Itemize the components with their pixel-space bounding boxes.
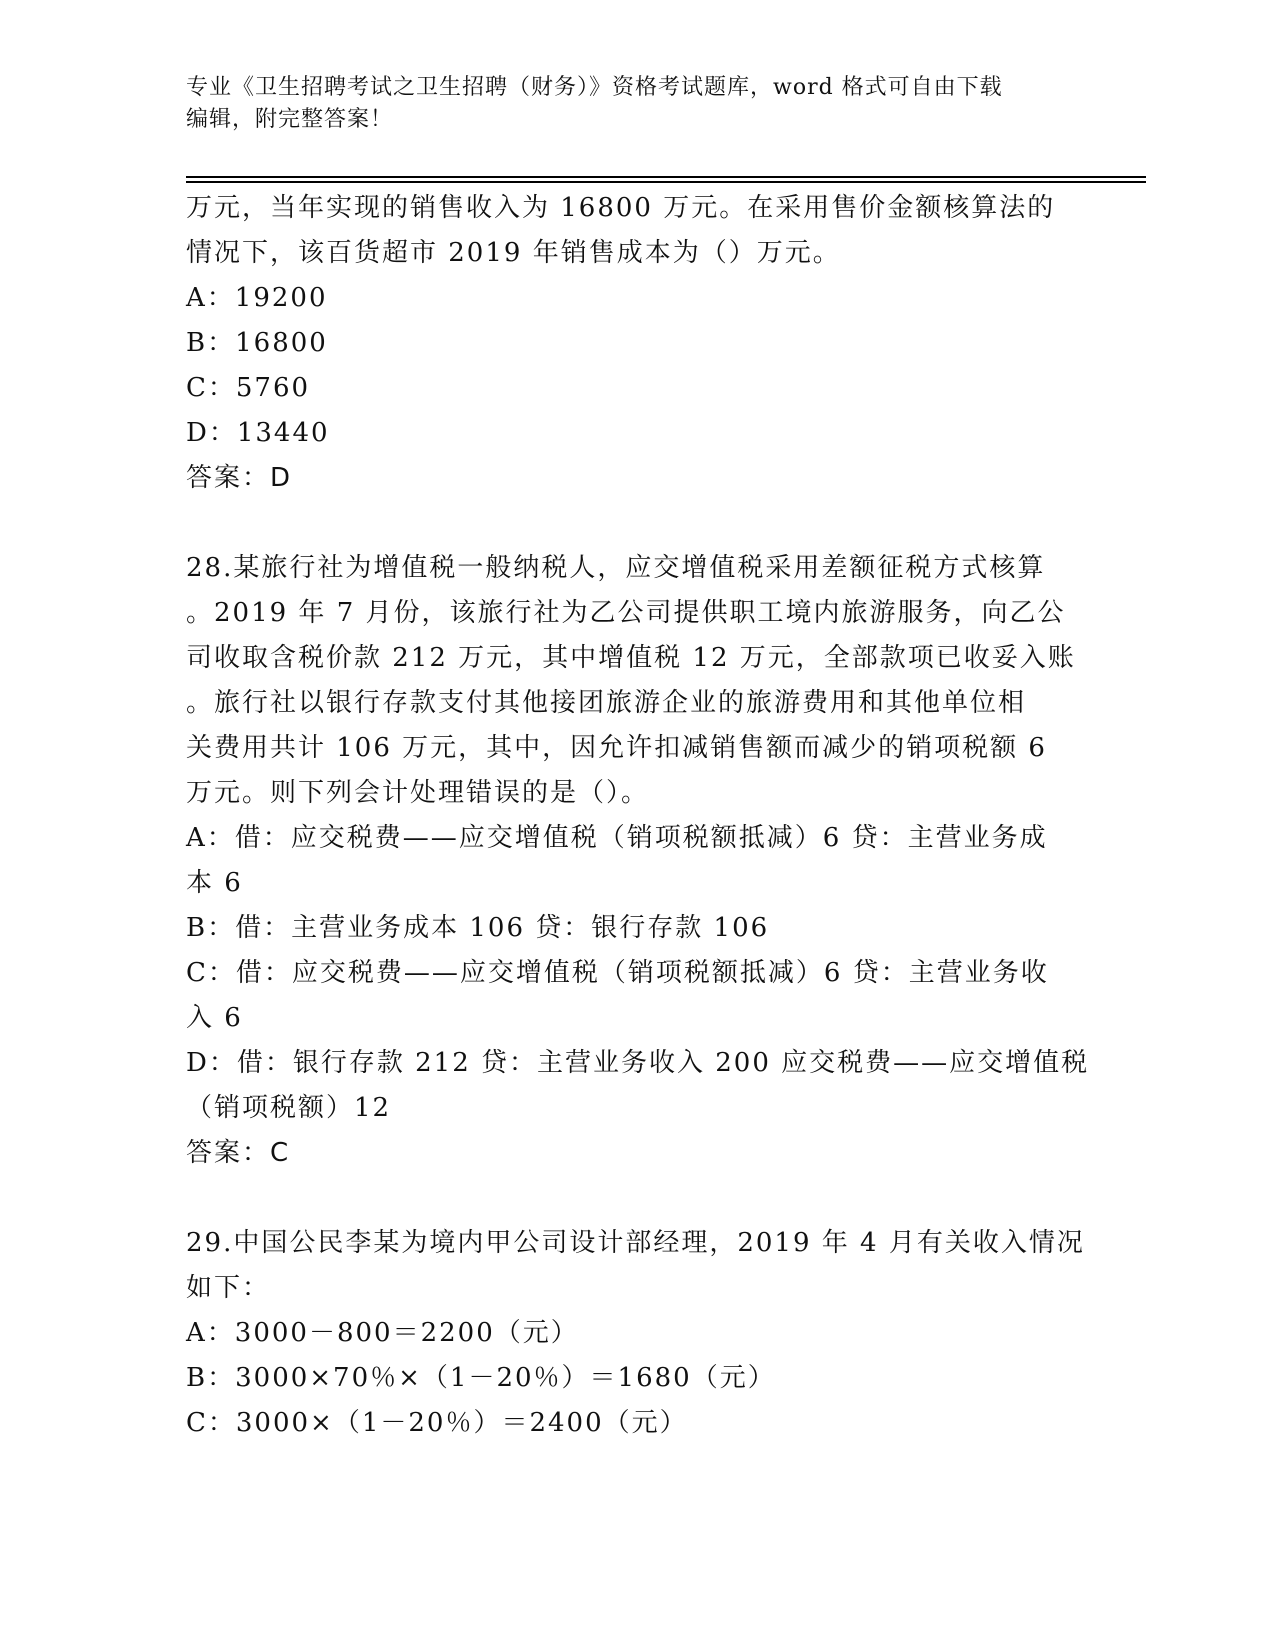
question-27-option-d: D：13440	[186, 418, 330, 448]
question-28-stem-line: 28.某旅行社为增值税一般纳税人，应交增值税采用差额征税方式核算	[186, 553, 1046, 583]
question-28	[186, 546, 1090, 1176]
question-27-option-a: A：19200	[186, 283, 328, 313]
question-28-option-d: D：借：银行存款 212 贷：主营业务收入 200 应交税费——应交增值税	[186, 1048, 1090, 1078]
question-28-stem-line: 。2019 年 7 月份，该旅行社为乙公司提供职工境内旅游服务，向乙公	[186, 598, 1066, 628]
header-line-1: 专业《卫生招聘考试之卫生招聘（财务）》资格考试题库，word 格式可自由下载	[186, 75, 1003, 100]
question-29-option-a: A：3000－800＝2200（元）	[186, 1318, 579, 1348]
question-27-option-b: B：16800	[186, 328, 328, 358]
question-28-stem-line: 司收取含税价款 212 万元，其中增值税 12 万元，全部款项已收妥入账	[186, 643, 1076, 673]
question-28-option-a: A：借：应交税费——应交增值税（销项税额抵减）6 贷：主营业务成	[186, 823, 1048, 853]
question-28-answer: 答案：C	[186, 1138, 291, 1168]
question-28-option-c-cont: 入 6	[186, 1003, 243, 1033]
header-rule-top	[186, 176, 1146, 178]
question-spacer	[186, 1176, 1066, 1221]
question-29-option-b: B：3000×70％×（1－20％）＝1680（元）	[186, 1363, 776, 1393]
question-content	[186, 186, 1090, 1446]
question-27-stem-line: 万元，当年实现的销售收入为 16800 万元。在采用售价金额核算法的	[186, 193, 1056, 223]
question-27-stem-line: 情况下，该百货超市 2019 年销售成本为（）万元。	[186, 238, 841, 268]
header-line-2: 编辑，附完整答案！	[186, 107, 394, 132]
document-header	[186, 72, 1066, 136]
question-28-option-d-cont: （销项税额）12	[186, 1093, 392, 1123]
question-27-answer: 答案：D	[186, 463, 293, 493]
question-29-option-c: C：3000×（1－20％）＝2400（元）	[186, 1408, 688, 1438]
question-spacer	[186, 501, 1066, 546]
question-29-stem-line: 如下：	[186, 1273, 271, 1303]
question-28-stem-line: 万元。则下列会计处理错误的是（）。	[186, 778, 650, 808]
question-28-option-b: B：借：主营业务成本 106 贷：银行存款 106	[186, 913, 770, 943]
question-28-option-c: C：借：应交税费——应交增值税（销项税额抵减）6 贷：主营业务收	[186, 958, 1049, 988]
question-29-stem-line: 29.中国公民李某为境内甲公司设计部经理，2019 年 4 月有关收入情况	[186, 1228, 1085, 1258]
question-27	[186, 186, 1066, 501]
question-28-stem-line: 关费用共计 106 万元，其中，因允许扣减销售额而减少的销项税额 6	[186, 733, 1047, 763]
question-27-option-c: C：5760	[186, 373, 311, 403]
header-rule-bottom	[186, 181, 1146, 183]
question-28-option-a-cont: 本 6	[186, 868, 243, 898]
question-28-stem-line: 。旅行社以银行存款支付其他接团旅游企业的旅游费用和其他单位相	[186, 688, 1027, 718]
question-29	[186, 1221, 1085, 1446]
